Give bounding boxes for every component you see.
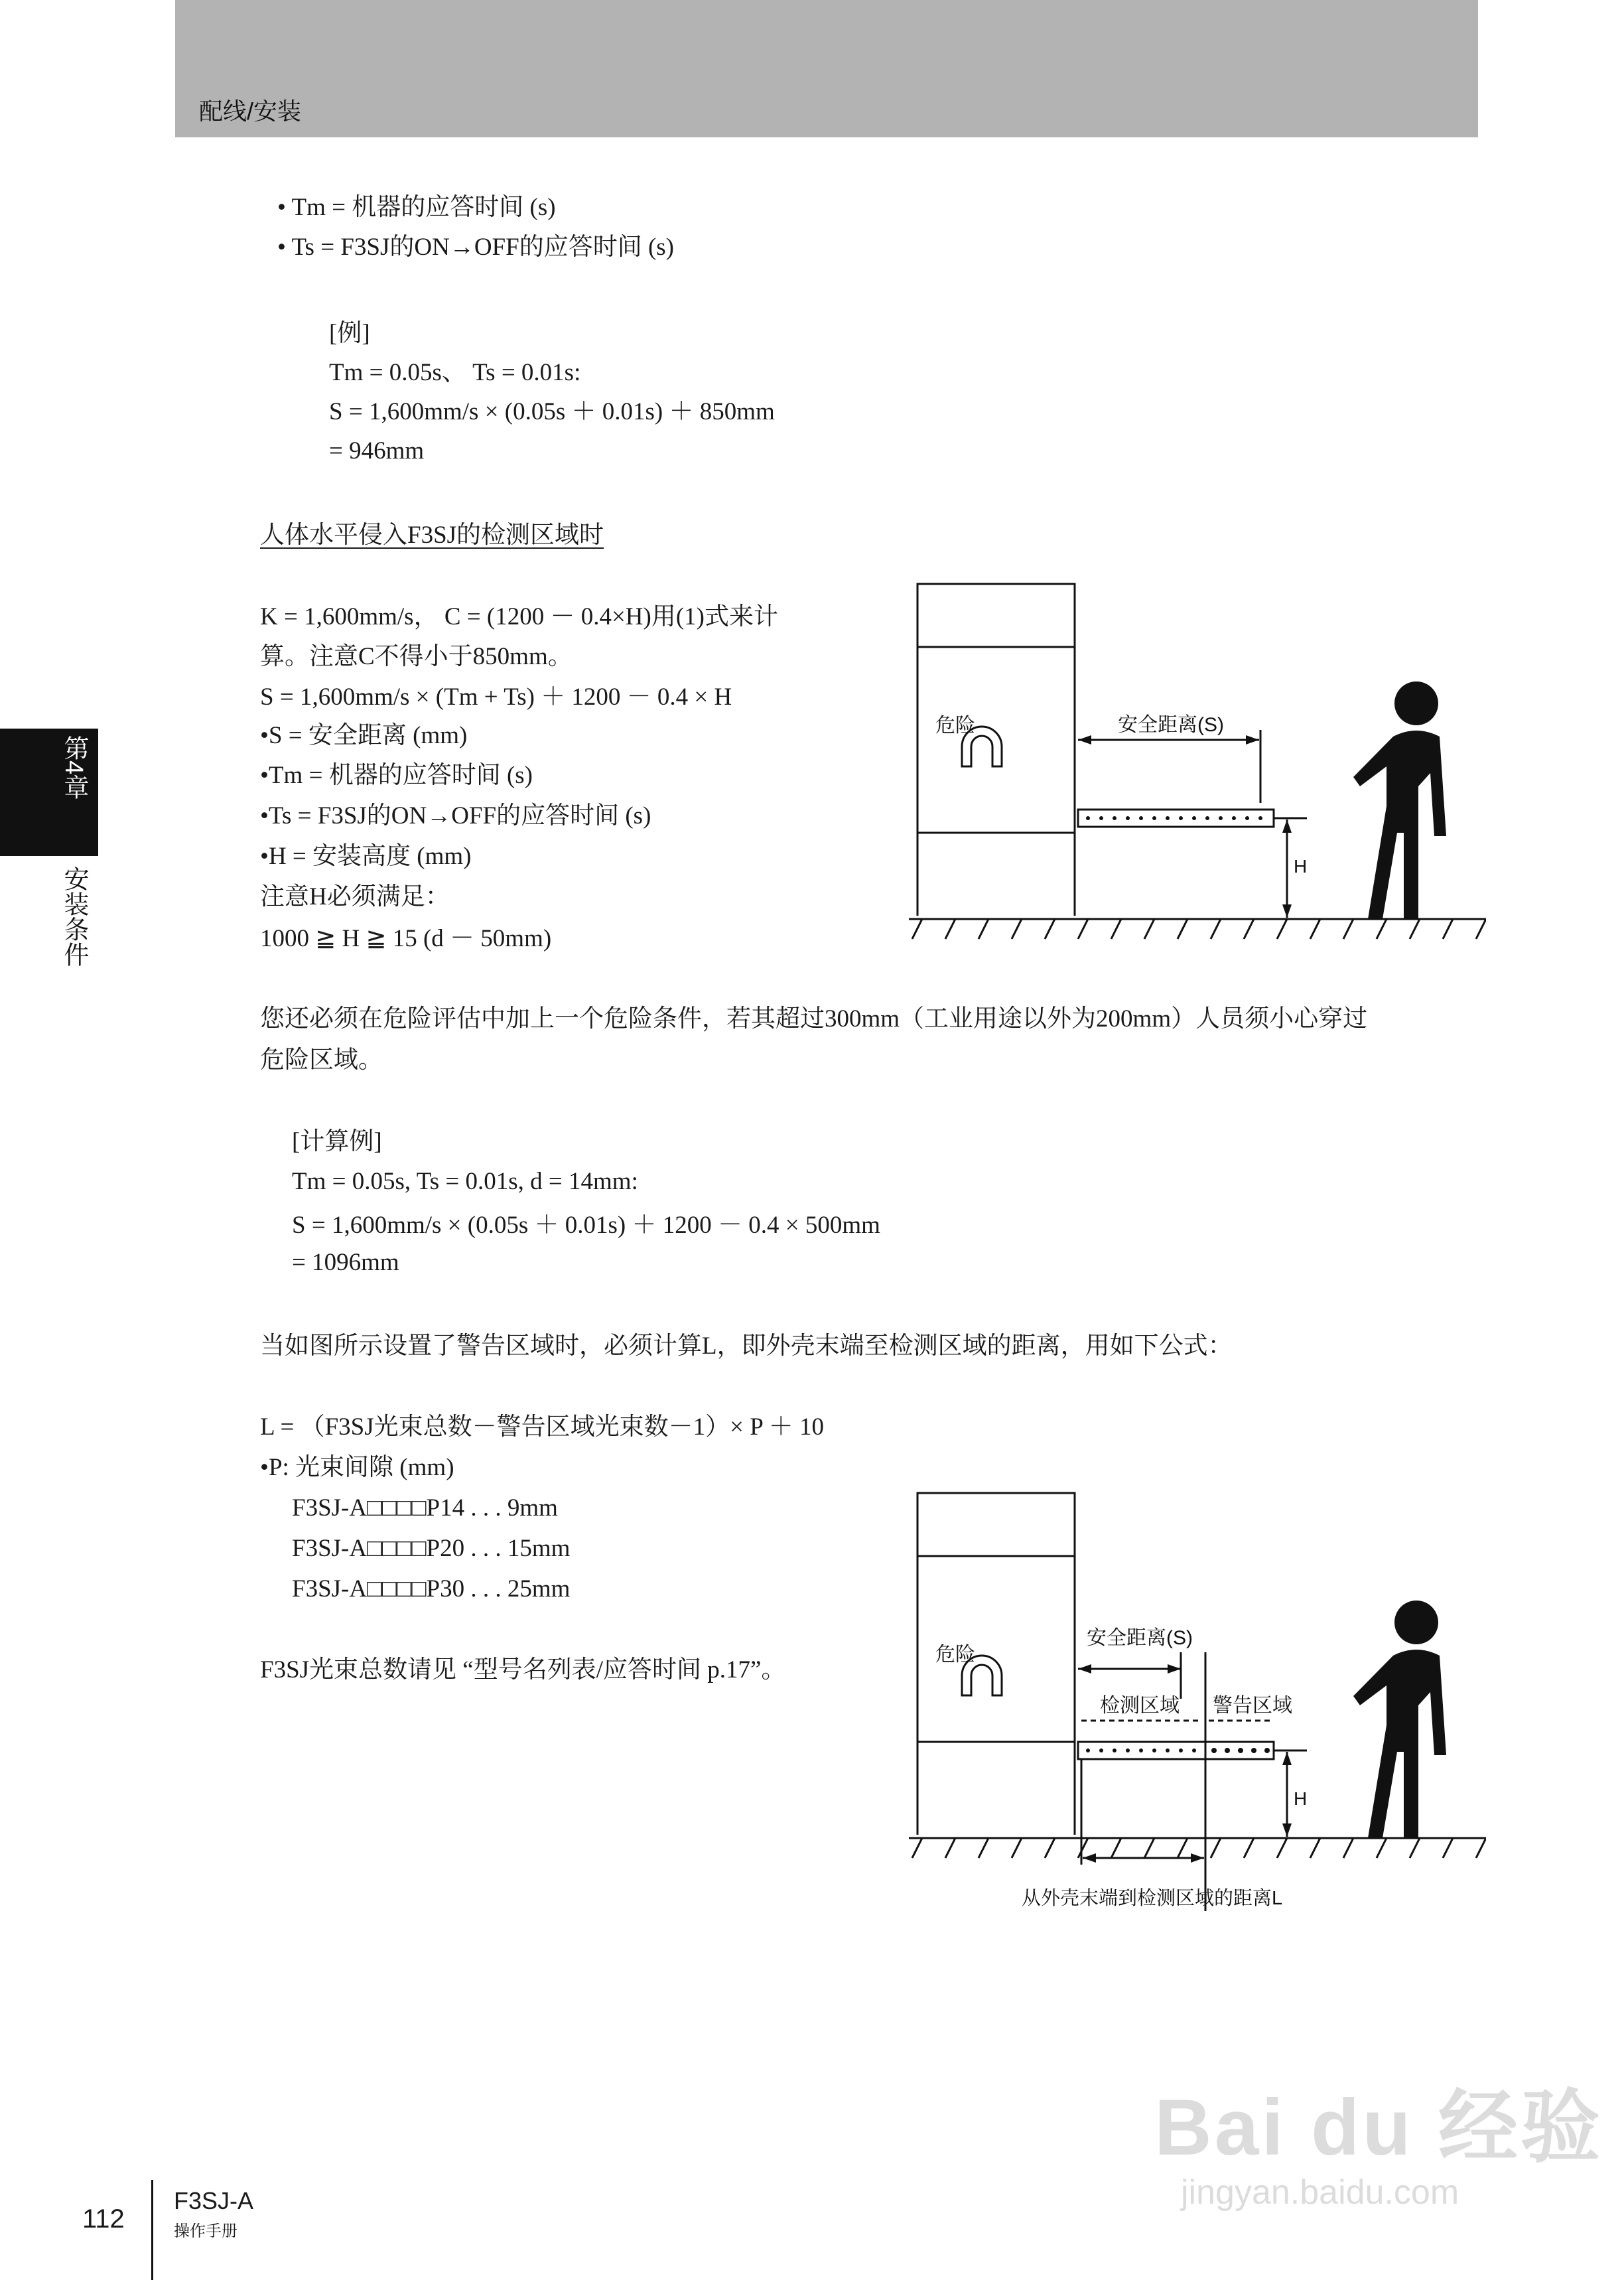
example-label: [例]: [329, 320, 370, 347]
calc-line-3: = 1096mm: [292, 1249, 399, 1276]
height-label: H: [1294, 1788, 1308, 1809]
paragraph-line-2: 危险区域。: [260, 1046, 383, 1074]
machine-top-block: [917, 1493, 1075, 1556]
danger-label: 危险: [935, 715, 975, 737]
pitch-label: •P: 光束间隙 (mm): [260, 1454, 454, 1481]
section-heading-horizontal: 人体水平侵入F3SJ的检测区域时: [260, 522, 604, 549]
height-label: H: [1294, 856, 1308, 877]
pitch-row-p20: F3SJ-A□□□□P20 . . . 15mm: [292, 1535, 571, 1562]
formula-line-1: K = 1,600mm/s， C = (1200 － 0.4×H)用(1)式来计: [260, 603, 778, 630]
def-ts: •Ts = F3SJ的ON→OFF的应答时间 (s): [260, 802, 651, 829]
formula-line-2: 算。注意C不得小于850mm。: [260, 643, 573, 670]
chapter-tab-label: 第4章: [60, 735, 88, 800]
def-tm: •Tm = 机器的应答时间 (s): [260, 762, 533, 789]
header-band: [175, 0, 1478, 137]
page-number: 112: [82, 2204, 125, 2234]
machine-body: [917, 647, 1075, 833]
person-silhouette: [1353, 1601, 1446, 1838]
calc-line-1: Tm = 0.05s, Ts = 0.01s, d = 14mm:: [292, 1168, 638, 1195]
floor-hatching: [912, 919, 1486, 939]
example-line-3: = 946mm: [329, 437, 425, 464]
watermark-logo: Bai du 经验: [1154, 2083, 1603, 2172]
person-silhouette: [1353, 681, 1446, 919]
watermark-url: jingyan.baidu.com: [1181, 2173, 1459, 2212]
detection-zone-label: 检测区域: [1100, 1695, 1180, 1717]
def-s: •S = 安全距离 (mm): [260, 722, 468, 749]
pitch-row-p30: F3SJ-A□□□□P30 . . . 25mm: [292, 1575, 571, 1603]
footer-model: F3SJ-A: [174, 2187, 254, 2214]
safety-distance-label: 安全距离(S): [1118, 714, 1224, 736]
example-line-2: S = 1,600mm/s × (0.05s ＋ 0.01s) ＋ 850mm: [329, 398, 775, 425]
baidu-watermark: [1154, 2064, 1603, 2212]
floor-hatching: [912, 1838, 1486, 1858]
machine-top-block: [917, 584, 1075, 647]
danger-label: 危险: [935, 1644, 975, 1666]
pitch-row-p14: F3SJ-A□□□□P14 . . . 9mm: [292, 1494, 558, 1522]
example-line-1: Tm = 0.05s、 Ts = 0.01s:: [329, 359, 581, 386]
light-curtain-sensor: [1078, 1742, 1274, 1759]
calc-line-2: S = 1,600mm/s × (0.05s ＋ 0.01s) ＋ 1200 － 0.4 × 500mm: [292, 1212, 880, 1239]
warning-zone-label: 警告区域: [1213, 1695, 1292, 1717]
reference-note: F3SJ光束总数请见 “型号名列表/应答时间 p.17”。: [260, 1656, 786, 1683]
paragraph-line-1: 您还必须在危险评估中加上一个危险条件，若其超过300mm（工业用途以外为200mm）人员须小心穿过: [260, 1005, 1368, 1033]
def-h: •H = 安装高度 (mm): [260, 843, 472, 870]
light-curtain-sensor: [1078, 810, 1274, 827]
diagram-horizontal-approach: [889, 577, 1486, 949]
chapter-subtitle: 安装条件: [60, 866, 88, 967]
diagram-warning-zone: [889, 1486, 1486, 1918]
footer-divider: [151, 2180, 153, 2280]
footer-manual: 操作手册: [174, 2222, 237, 2240]
bullet-tm: • Tm = 机器的应答时间 (s): [277, 194, 556, 221]
note-h: 注意H必须满足：: [260, 883, 450, 910]
section-header-title: 配线/安装: [199, 98, 302, 125]
formula-line-3: S = 1,600mm/s × (Tm + Ts) ＋ 1200 － 0.4 × H: [260, 683, 732, 711]
l-distance-caption: 从外壳末端到检测区域的距离L: [1022, 1888, 1283, 1909]
calc-label: [计算例]: [292, 1128, 382, 1155]
safety-distance-label: 安全距离(S): [1087, 1627, 1193, 1649]
formula-l: L = （F3SJ光束总数－警告区域光束数－1）× P ＋ 10: [260, 1413, 824, 1441]
h-condition: 1000 ≧ H ≧ 15 (d － 50mm): [260, 925, 552, 952]
warning-intro: 当如图所示设置了警告区域时，必须计算L，即外壳末端至检测区域的距离，用如下公式：: [260, 1332, 1233, 1360]
bullet-ts: • Ts = F3SJ的ON→OFF的应答时间 (s): [277, 234, 674, 261]
